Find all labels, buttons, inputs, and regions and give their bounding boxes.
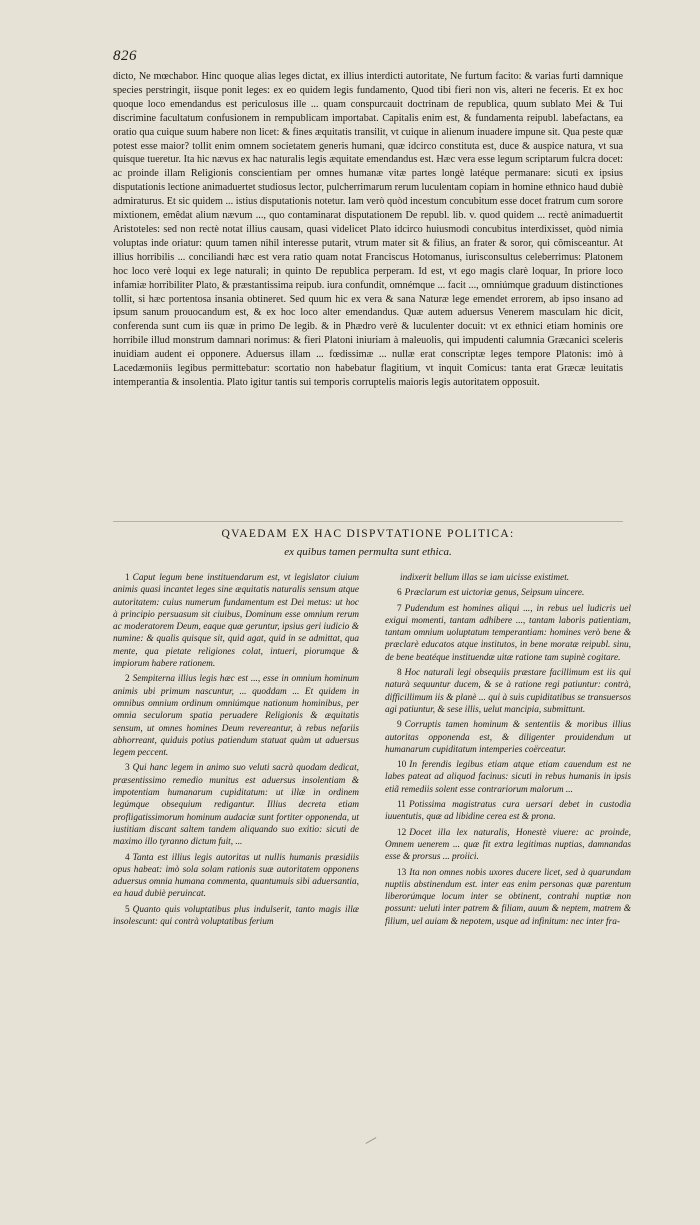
item-number: 12	[397, 827, 407, 838]
list-item	[385, 572, 631, 584]
item-number: 5	[125, 904, 130, 915]
right-column	[385, 572, 631, 931]
list-item	[385, 799, 631, 824]
list-item	[385, 587, 631, 599]
item-number: 7	[397, 603, 402, 614]
item-text: In ferendis legibus etiam atque etiam cauendum est ne labes pateat ad aliquod facinus: sicuti in rebus humanis in ipsis etiã remediis solent esse contrariorum malorum ...	[385, 760, 631, 795]
item-number: 6	[397, 588, 402, 599]
list-item	[113, 904, 359, 929]
list-item	[113, 572, 359, 670]
body-paragraph: dicto, Ne mœchabor. Hinc quoque alias leges dictat, ex illius interdicti autoritate, Ne furtum facito: & varias furti damnique species perstringit, iisque ponit leges: ex eo quidem legis fundamento, Quod tibi fieri non vis, alteri ne feceris. Et ex hoc quoque loco emendandus est periculosus ille ... quam conspurcauit doctrinam de republica, quum sublato Mei & Tui discrimine facultatum confusionem in rempublicam importabat. Capitalis enim est, & fundamenta reipubl. labefactans, ea oratio qua cuique suum habere non licet: & fines æquitatis transilit, vt cuique in alienum inuadere impune sit. Qua peste quæ potest esse maior? tollit enim omnem societatem generis humani, quæ idcirco constituta est, duce & auspice natura, vt sua quisque tueretur. Ita hic nævus ex hac naturalis legis æquitate emendandus est. Hæc vera esse legum scriptarum fulcra docet: ac proinde illam Religionis conscientiam per omnes humanæ vitæ partes longè latéque permanare: sicuti ex ipsius disputationis lectione animaduertet studiosus lector, pulcherrimarum rerum luculentam copiam in homine ethnico haud dubiè admiraturus. Et sic quidem ... istius disputationis notetur. Iam verò quòd incestum concubitum esse docet fratrum cum sorore mixtionem, emêdat alium nævum ..., quo contaminarat disputationem De republ. lib. v. quod quidem ... rectè animaduertit Aristoteles: sed non rectè notat illius causam, quasi videlicet Plato idcirco huiusmodi concubitus interdixisset, quòd nimia voluptas inde oriatur: quum tamen nihil interesse putarit, vtrum mater sit & filius, an frater & soror, qui cõmisceantur. At illius horribilis ... conciliandi hæc est vera ratio quam notat Franciscus Hotomanus, iurisconsultus celeberrimus: Platonem hoc loco verè loqui ex lege naturali; in quinto De republica perperam. Id est, vt ego magis clarè loquar, In priore loco infamiæ horribiliter Plato, & præstantissima reipub. iura confundit, omnémque ... facit ..., omniúmque graduum distinctiones tollit, si hæc portentosa insania obtineret. Sed quum hic ex vera & sana Naturæ lege emendet errorem, ab ipso insano ad ipsum sanum prouocandum est, & ex hoc loco alter emendandus. Quæ autem aduersus Venerem masculam hic dicit, conferenda sunt cum iis quæ in primo De legib. & in Phædro verè & luculenter docuit: vt ex ethnici etiam hominis ore horribile illud monstrum damnari norimus: & fieri Platoni iniuriam à maleuolis, qui impudenti calumnia Græcanici sceleris inuidiam audent ei opponere. Aduersus illam ... fœdissimæ ... nullæ erat conscriptæ leges tempore Platonis: imò à Lacedæmoniis legibus permittebatur: scortatio non habebatur flagitium, vt inquit Comicus: tanta erat Græcæ leuitatis intemperantia & insolentia. Plato igitur tantis sui temporis corruptelis maioris legis autoritatem opposuit.	[113, 71, 623, 388]
list-item	[385, 827, 631, 864]
list-item	[113, 762, 359, 848]
item-text: Tanta est illius legis autoritas ut nullis humanis præsidiis opus habeat: imò sola solam rationis suæ autoritatem opponens aduersus omnia humana commenta, quantumuis sibi aduersantia, ea haud dubiè peruincat.	[113, 852, 359, 900]
item-number: 13	[397, 867, 407, 878]
list-item	[385, 759, 631, 796]
list-item	[385, 719, 631, 756]
list-item	[385, 603, 631, 664]
list-item	[385, 867, 631, 928]
list-item	[113, 673, 359, 759]
item-text: Præclarum est uictoriæ genus, Seipsum uincere.	[404, 588, 585, 599]
item-text: Caput legum bene instituendarum est, vt legislator ciuium animis quasi incantet leges sine æquitatis naturalis sensum atque autoritatem: cuius numerum fundamentum est Dei metus: ut hoc à principio persuasum sit ciuibus, Dominum esse omnium rerum ac moderatorem Deum, eaque quæ geruntur, ipsius geri iudicio & numine: & qualis quisque sit, quid agat, quid in se admittat, qua mente, qua pietate religiones colat, intueri, piorumque & impiorum habere rationem.	[113, 573, 359, 670]
body-text	[113, 70, 623, 390]
ink-mark	[366, 1137, 377, 1144]
item-text: Docet illa lex naturalis, Honestè viuere: ac proinde, Omnem uenerem ... quæ fit extra legitimas nuptias, damnandas esse & prorsus ... proiici.	[385, 827, 631, 863]
item-text: Hoc naturali legi obsequiis præstare facillimum est iis qui naturà sequuntur ducem, & se à ratione regi patiuntur: contrà, difficillimum iis & planè ... qui à suis cupiditatibus se transuersos agi patiuntur, & sese illis, uelut mancipia, submittunt.	[385, 668, 631, 715]
item-text: indixerit bellum illas se iam uicisse existimet.	[400, 573, 570, 583]
section-title: QVAEDAM EX HAC DISPVTATIONE POLITICA:	[221, 528, 515, 540]
item-number: 11	[397, 800, 406, 811]
item-text: Qui hanc legem in animo suo veluti sacrà quodam dedicat, præsentissimo remedio munitus est aduersus insolentiam & impotentiam humanarum cupiditatum: ut illæ in ordinem legúmque obsequium redigantur. Illius decreta etiam profligatissimorum hominum audaciæ sunt fortiter opponenda, ut iustitiam discant saltem tandem aliquando suo exitio: sicuti de maximo illo tyranno dictum fuit, ...	[113, 763, 359, 848]
page-number: 826	[113, 48, 137, 64]
left-column	[113, 572, 359, 931]
item-number: 1	[125, 573, 130, 583]
item-number: 10	[397, 760, 407, 771]
item-text: Potissima magistratus cura uersari debet in custodia iuuentutis, quæ ad libidine cerea est & prona.	[385, 800, 631, 823]
item-text: Pudendum est homines aliqui ..., in rebus uel ludicris uel exigui momenti, tantam adhibere ..., tantam laboris patientiam, tantam omnium uoluptatum temperantiam: homines verò bene & præclarè educatos atque institutos, in bene moratæ reipubl. sinu, de bene beatéque instituendæ uitæ ratione tam supinè cogitare.	[385, 603, 631, 663]
item-number: 8	[397, 668, 402, 679]
item-number: 3	[125, 763, 130, 774]
item-number: 2	[125, 674, 130, 685]
list-item	[113, 852, 359, 901]
section-subtitle: ex quibus tamen permulta sunt ethica.	[284, 546, 452, 558]
item-text: Sempiterna illius legis hæc est ..., esse in omnium hominum animis ubi primum nascuntur, ... quoddam ... Et quidem in omnibus omnium ordinum omniúmque nationum hominibus, per omnia seculorum spatia peruadere Religionis & æquitatis sensum, ut omnes homines Deum revereantur, à rebus nefariis abhorreant, quiduis potius patiendum statuat quàm ut aduersus legem peccent.	[113, 674, 359, 759]
section-divider	[113, 521, 623, 522]
item-text: Ita non omnes nobis uxores ducere licet, sed à quarundam nuptiis abstinendum est. inter eas enim personas quæ parentum liberorúmque locum inter se obtinent, contrahi nuptiæ non possunt: ueluti inter patrem & filiam, auum & neptem, matrem & filium, uel auiam & nepotem, usque ad infinitum: nec inter fra-	[385, 867, 631, 927]
item-text: Quanto quis voluptatibus plus indulserit, tanto magis illæ insolescunt: qui contrà voluptatibus ferium	[113, 904, 359, 928]
item-number: 4	[125, 852, 130, 863]
list-item	[385, 667, 631, 716]
item-number: 9	[397, 720, 402, 731]
item-text: Corruptis tamen hominum & sententiis & moribus illius autoritas opponenda est, & diligenter prouidendum ut humanarum cupiditatum intemperies coërceatur.	[385, 720, 631, 755]
